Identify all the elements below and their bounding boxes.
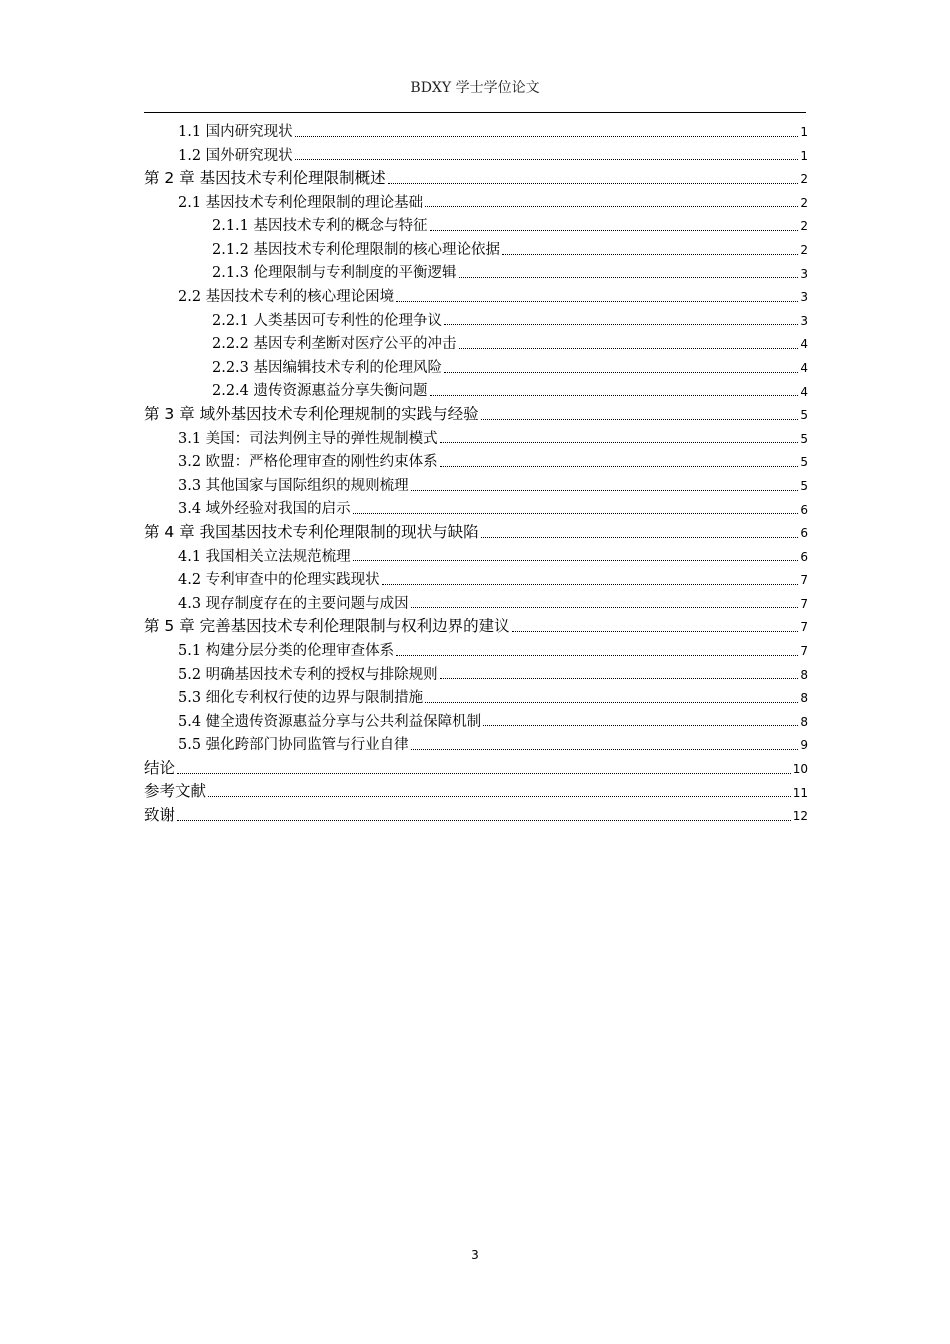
toc-entry-page: 4: [800, 384, 808, 399]
toc-entry[interactable]: [144, 495, 808, 519]
toc-entry-page: 7: [800, 573, 808, 588]
toc-entry[interactable]: [144, 282, 808, 306]
table-of-contents: [144, 117, 808, 825]
toc-entry-title: 3.2 欧盟：严格伦理审查的刚性约束体系: [178, 454, 438, 471]
toc-dot-leader: [425, 702, 798, 703]
toc-entry-title: 3.1 美国：司法判例主导的弹性规制模式: [178, 430, 438, 447]
toc-entry-title: 第 5 章 完善基因技术专利伦理限制与权利边界的建议: [144, 617, 510, 636]
toc-entry-page: 4: [800, 337, 808, 352]
toc-entry-title: 5.5 强化跨部门协同监管与行业自律: [178, 737, 409, 754]
toc-entry-title: 2.2.2 基因专利垄断对医疗公平的冲击: [212, 336, 457, 353]
toc-entry-title: 5.2 明确基因技术专利的授权与排除规则: [178, 666, 438, 683]
toc-entry[interactable]: [144, 447, 808, 471]
toc-dot-leader: [396, 655, 798, 656]
toc-entry-page: 12: [792, 809, 808, 824]
toc-dot-leader: [430, 230, 799, 231]
toc-entry-title: 4.1 我国相关立法规范梳理: [178, 548, 351, 565]
toc-dot-leader: [512, 631, 799, 632]
toc-entry[interactable]: [144, 565, 808, 589]
toc-entry[interactable]: [144, 542, 808, 566]
toc-entry-page: 7: [800, 620, 808, 635]
toc-dot-leader: [411, 490, 799, 491]
toc-entry-page: 5: [800, 431, 808, 446]
toc-entry-title: 2.2 基因技术专利的核心理论困境: [178, 289, 395, 306]
toc-entry[interactable]: [144, 164, 808, 188]
toc-entry-title: 5.4 健全遗传资源惠益分享与公共利益保障机制: [178, 713, 482, 730]
toc-entry[interactable]: [144, 377, 808, 401]
toc-dot-leader: [483, 725, 798, 726]
toc-entry-page: 2: [800, 242, 808, 257]
toc-entry[interactable]: [144, 707, 808, 731]
toc-entry-page: 5: [800, 408, 808, 423]
toc-entry-page: 8: [800, 691, 808, 706]
toc-dot-leader: [353, 560, 799, 561]
toc-dot-leader: [411, 749, 799, 750]
toc-entry-title: 参考文献: [144, 782, 207, 801]
toc-entry[interactable]: [144, 259, 808, 283]
toc-entry[interactable]: [144, 329, 808, 353]
toc-entry[interactable]: [144, 683, 808, 707]
toc-entry-page: 3: [800, 266, 808, 281]
toc-dot-leader: [353, 513, 799, 514]
toc-entry-page: 10: [792, 762, 808, 777]
toc-dot-leader: [481, 537, 799, 538]
toc-entry-page: 8: [800, 667, 808, 682]
toc-entry-title: 3.3 其他国家与国际组织的规则梳理: [178, 477, 409, 494]
toc-entry[interactable]: [144, 801, 808, 825]
toc-dot-leader: [440, 678, 799, 679]
toc-entry[interactable]: [144, 660, 808, 684]
toc-entry-page: 2: [800, 172, 808, 187]
toc-entry[interactable]: [144, 117, 808, 141]
toc-dot-leader: [440, 466, 799, 467]
toc-dot-leader: [388, 183, 799, 184]
toc-entry-page: 7: [800, 596, 808, 611]
toc-entry-page: 11: [792, 785, 808, 800]
toc-entry-title: 5.3 细化专利权行使的边界与限制措施: [178, 690, 424, 707]
toc-entry-title: 第 2 章 基因技术专利伦理限制概述: [144, 168, 386, 187]
toc-entry[interactable]: [144, 188, 808, 212]
header-divider: [144, 112, 806, 113]
toc-entry[interactable]: [144, 518, 808, 542]
toc-entry[interactable]: [144, 730, 808, 754]
toc-dot-leader: [459, 277, 799, 278]
toc-dot-leader: [295, 159, 799, 160]
toc-entry[interactable]: [144, 353, 808, 377]
toc-dot-leader: [425, 206, 798, 207]
toc-entry[interactable]: [144, 306, 808, 330]
toc-entry-title: 1.1 国内研究现状: [178, 123, 293, 140]
toc-entry-page: 8: [800, 714, 808, 729]
toc-dot-leader: [177, 773, 791, 774]
toc-dot-leader: [382, 584, 799, 585]
toc-entry-title: 2.2.3 基因编辑技术专利的伦理风险: [212, 359, 443, 376]
toc-dot-leader: [459, 348, 799, 349]
page-number: 3: [471, 1248, 479, 1262]
toc-entry-page: 6: [800, 549, 808, 564]
toc-entry-page: 6: [800, 502, 808, 517]
toc-dot-leader: [502, 254, 798, 255]
toc-dot-leader: [440, 442, 799, 443]
toc-entry[interactable]: [144, 141, 808, 165]
toc-entry-page: 3: [800, 290, 808, 305]
toc-dot-leader: [444, 324, 798, 325]
toc-entry[interactable]: [144, 636, 808, 660]
toc-entry-page: 5: [800, 478, 808, 493]
toc-dot-leader: [430, 395, 799, 396]
toc-entry-title: 第 4 章 我国基因技术专利伦理限制的现状与缺陷: [144, 522, 479, 541]
toc-entry-page: 5: [800, 455, 808, 470]
toc-entry-title: 第 3 章 域外基因技术专利伦理规制的实践与经验: [144, 404, 479, 423]
toc-entry-title: 2.1.1 基因技术专利的概念与特征: [212, 218, 428, 235]
toc-entry-title: 2.1.3 伦理限制与专利制度的平衡逻辑: [212, 265, 457, 282]
toc-entry[interactable]: [144, 612, 808, 636]
toc-entry-page: 7: [800, 644, 808, 659]
toc-entry-title: 2.1.2 基因技术专利伦理限制的核心理论依据: [212, 241, 501, 258]
toc-entry-title: 5.1 构建分层分类的伦理审查体系: [178, 642, 395, 659]
toc-entry-title: 1.2 国外研究现状: [178, 147, 293, 164]
toc-entry-page: 4: [800, 360, 808, 375]
toc-entry[interactable]: [144, 211, 808, 235]
toc-entry-page: 3: [800, 313, 808, 328]
toc-dot-leader: [444, 372, 798, 373]
page-header: BDXY 学士学位论文: [410, 80, 540, 96]
toc-entry-page: 9: [800, 738, 808, 753]
toc-entry-page: 2: [800, 219, 808, 234]
toc-entry-title: 4.2 专利审查中的伦理实践现状: [178, 572, 380, 589]
toc-entry-title: 4.3 现存制度存在的主要问题与成因: [178, 595, 409, 612]
toc-entry[interactable]: [144, 778, 808, 802]
toc-dot-leader: [295, 136, 799, 137]
toc-entry[interactable]: [144, 754, 808, 778]
toc-entry[interactable]: [144, 589, 808, 613]
toc-entry[interactable]: [144, 235, 808, 259]
toc-entry[interactable]: [144, 471, 808, 495]
toc-dot-leader: [481, 419, 799, 420]
toc-entry-page: 2: [800, 195, 808, 210]
toc-entry-page: 1: [800, 125, 808, 139]
toc-entry-title: 结论: [144, 758, 176, 777]
toc-entry-title: 致谢: [144, 806, 176, 824]
toc-entry-title: 2.2.1 人类基因可专利性的伦理争议: [212, 312, 443, 329]
toc-dot-leader: [208, 796, 791, 797]
toc-dot-leader: [177, 820, 791, 821]
toc-dot-leader: [411, 607, 799, 608]
toc-entry[interactable]: [144, 424, 808, 448]
toc-entry-title: 2.1 基因技术专利伦理限制的理论基础: [178, 194, 424, 211]
toc-entry-page: 1: [800, 148, 808, 163]
toc-dot-leader: [396, 301, 798, 302]
toc-entry-page: 6: [800, 526, 808, 541]
toc-entry-title: 2.2.4 遗传资源惠益分享失衡问题: [212, 383, 428, 400]
toc-entry[interactable]: [144, 400, 808, 424]
toc-entry-title: 3.4 域外经验对我国的启示: [178, 501, 351, 518]
